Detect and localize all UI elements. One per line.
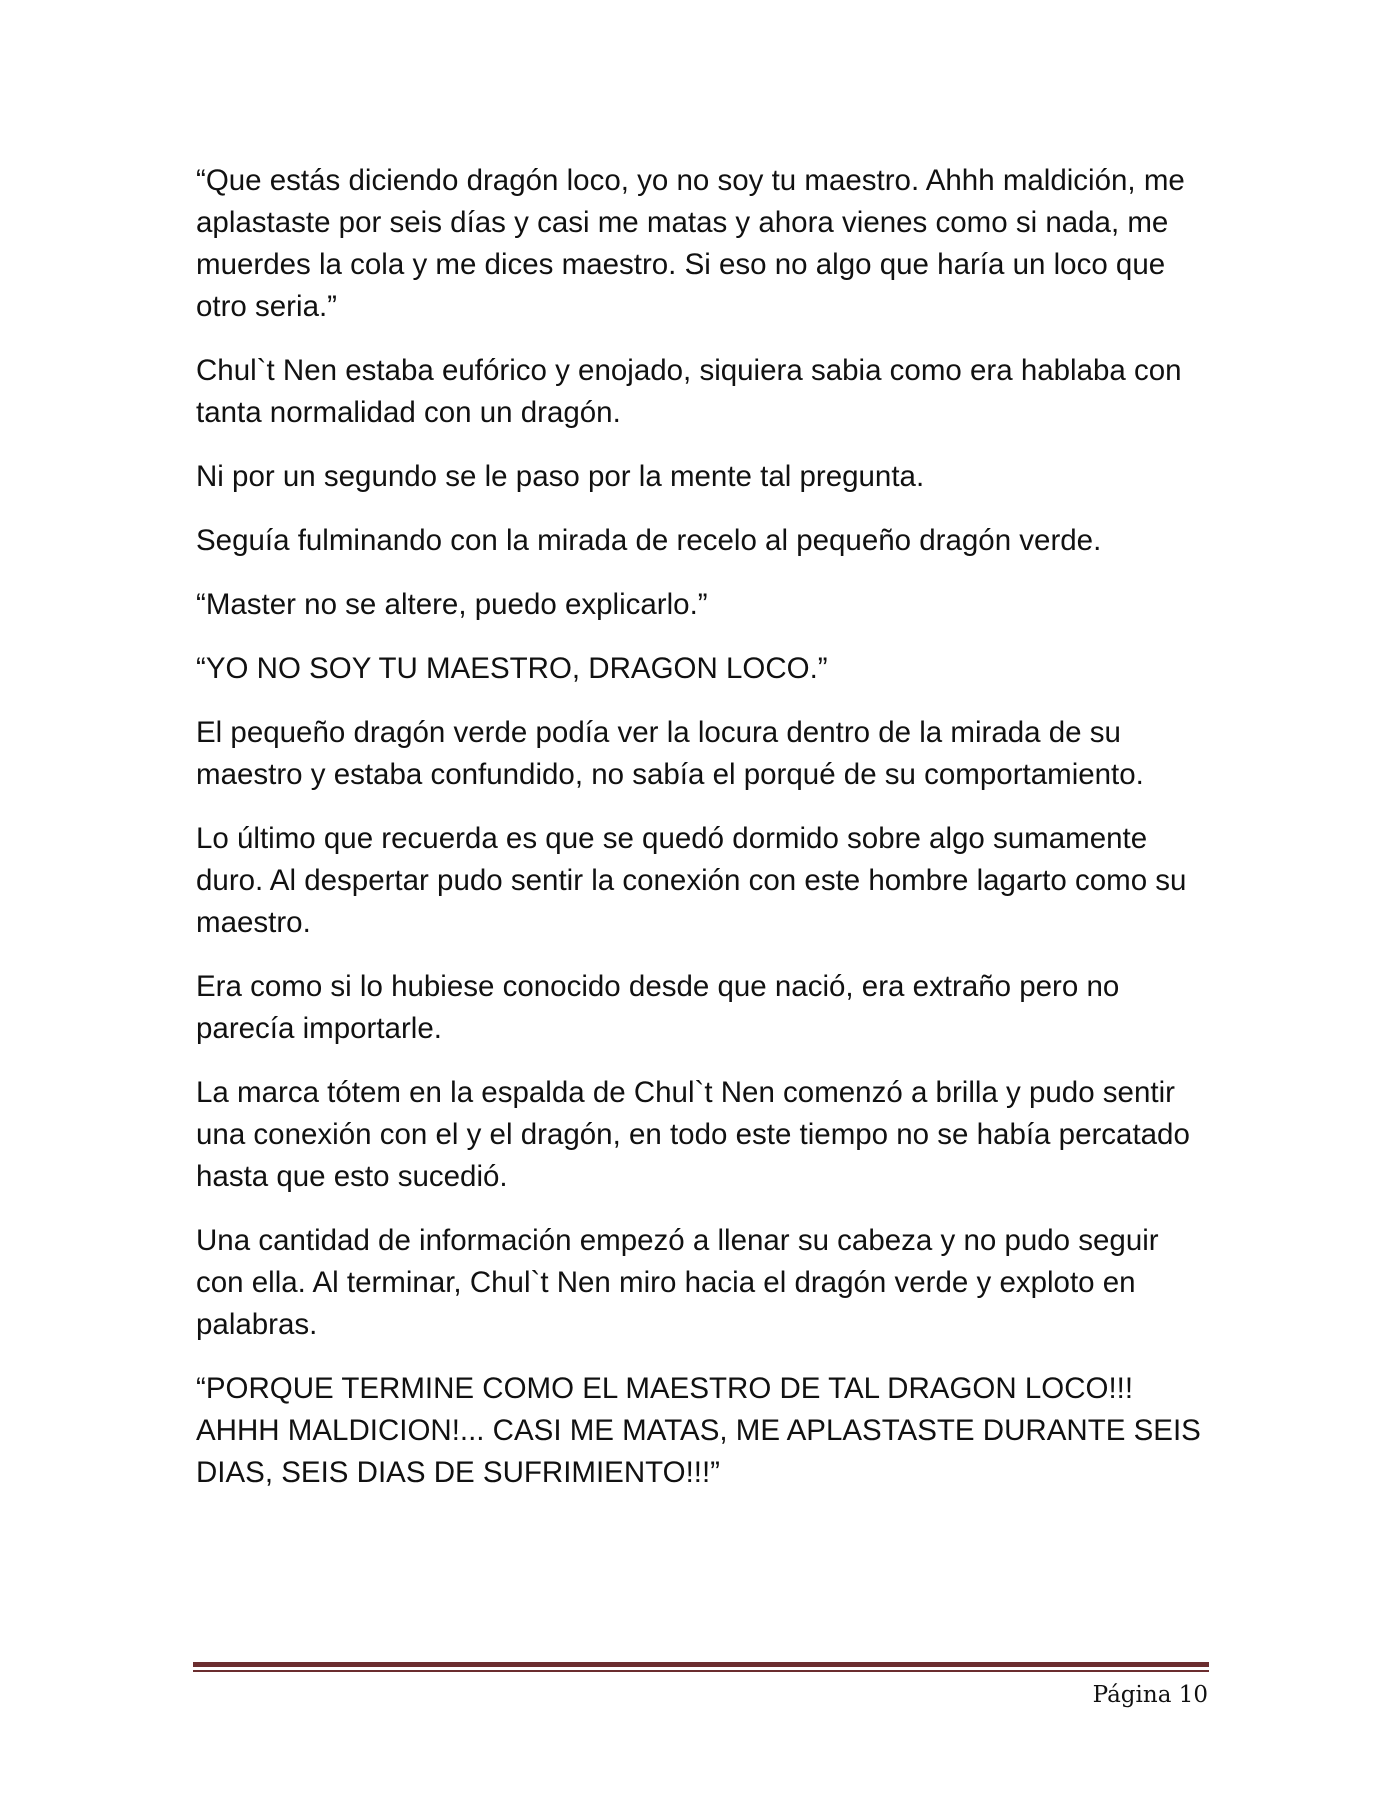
footer-rule-thin: [193, 1670, 1209, 1672]
paragraph-2: Chul`t Nen estaba eufórico y enojado, siquiera sabia como era hablaba con tanta normalidad con un dragón.: [196, 354, 1182, 429]
body-text: [196, 160, 1206, 1516]
paragraph-7: El pequeño dragón verde podía ver la locura dentro de la mirada de su maestro y estaba confundido, no sabía el porqué de su comportamiento.: [196, 716, 1144, 791]
paragraph-3: Ni por un segundo se le paso por la mente tal pregunta.: [196, 460, 925, 493]
footer-rule-thick: [193, 1662, 1209, 1667]
paragraph-9: Era como si lo hubiese conocido desde que nació, era extraño pero no parecía importarle.: [196, 970, 1120, 1045]
footer-rule: [193, 1662, 1209, 1674]
paragraph-5: “Master no se altere, puedo explicarlo.”: [196, 588, 708, 621]
paragraph-11: Una cantidad de información empezó a llenar su cabeza y no pudo seguir con ella. Al terminar, Chul`t Nen miro hacia el dragón verde y exploto en palabras.: [196, 1224, 1159, 1341]
paragraph-6: “YO NO SOY TU MAESTRO, DRAGON LOCO.”: [196, 652, 828, 685]
paragraph-1: “Que estás diciendo dragón loco, yo no soy tu maestro. Ahhh maldición, me aplastaste por seis días y casi me matas y ahora vienes como si nada, me muerdes la cola y me dices maestro. Si eso no algo que haría un loco que otro seria.”: [196, 164, 1185, 323]
paragraph-10: La marca tótem en la espalda de Chul`t Nen comenzó a brilla y pudo sentir una conexión con el y el dragón, en todo este tiempo no se había percatado hasta que esto sucedió.: [196, 1076, 1190, 1193]
paragraph-12: “PORQUE TERMINE COMO EL MAESTRO DE TAL DRAGON LOCO!!! AHHH MALDICION!... CASI ME MATAS, ME APLASTASTE DURANTE SEIS DIAS, SEIS DIAS DE SUFRIMIENTO!!!”: [196, 1372, 1201, 1489]
paragraph-4: Seguía fulminando con la mirada de recelo al pequeño dragón verde.: [196, 524, 1102, 557]
page-number: Página 10: [1092, 1682, 1208, 1708]
paragraph-8: Lo último que recuerda es que se quedó dormido sobre algo sumamente duro. Al despertar pudo sentir la conexión con este hombre lagarto como su maestro.: [196, 822, 1187, 939]
